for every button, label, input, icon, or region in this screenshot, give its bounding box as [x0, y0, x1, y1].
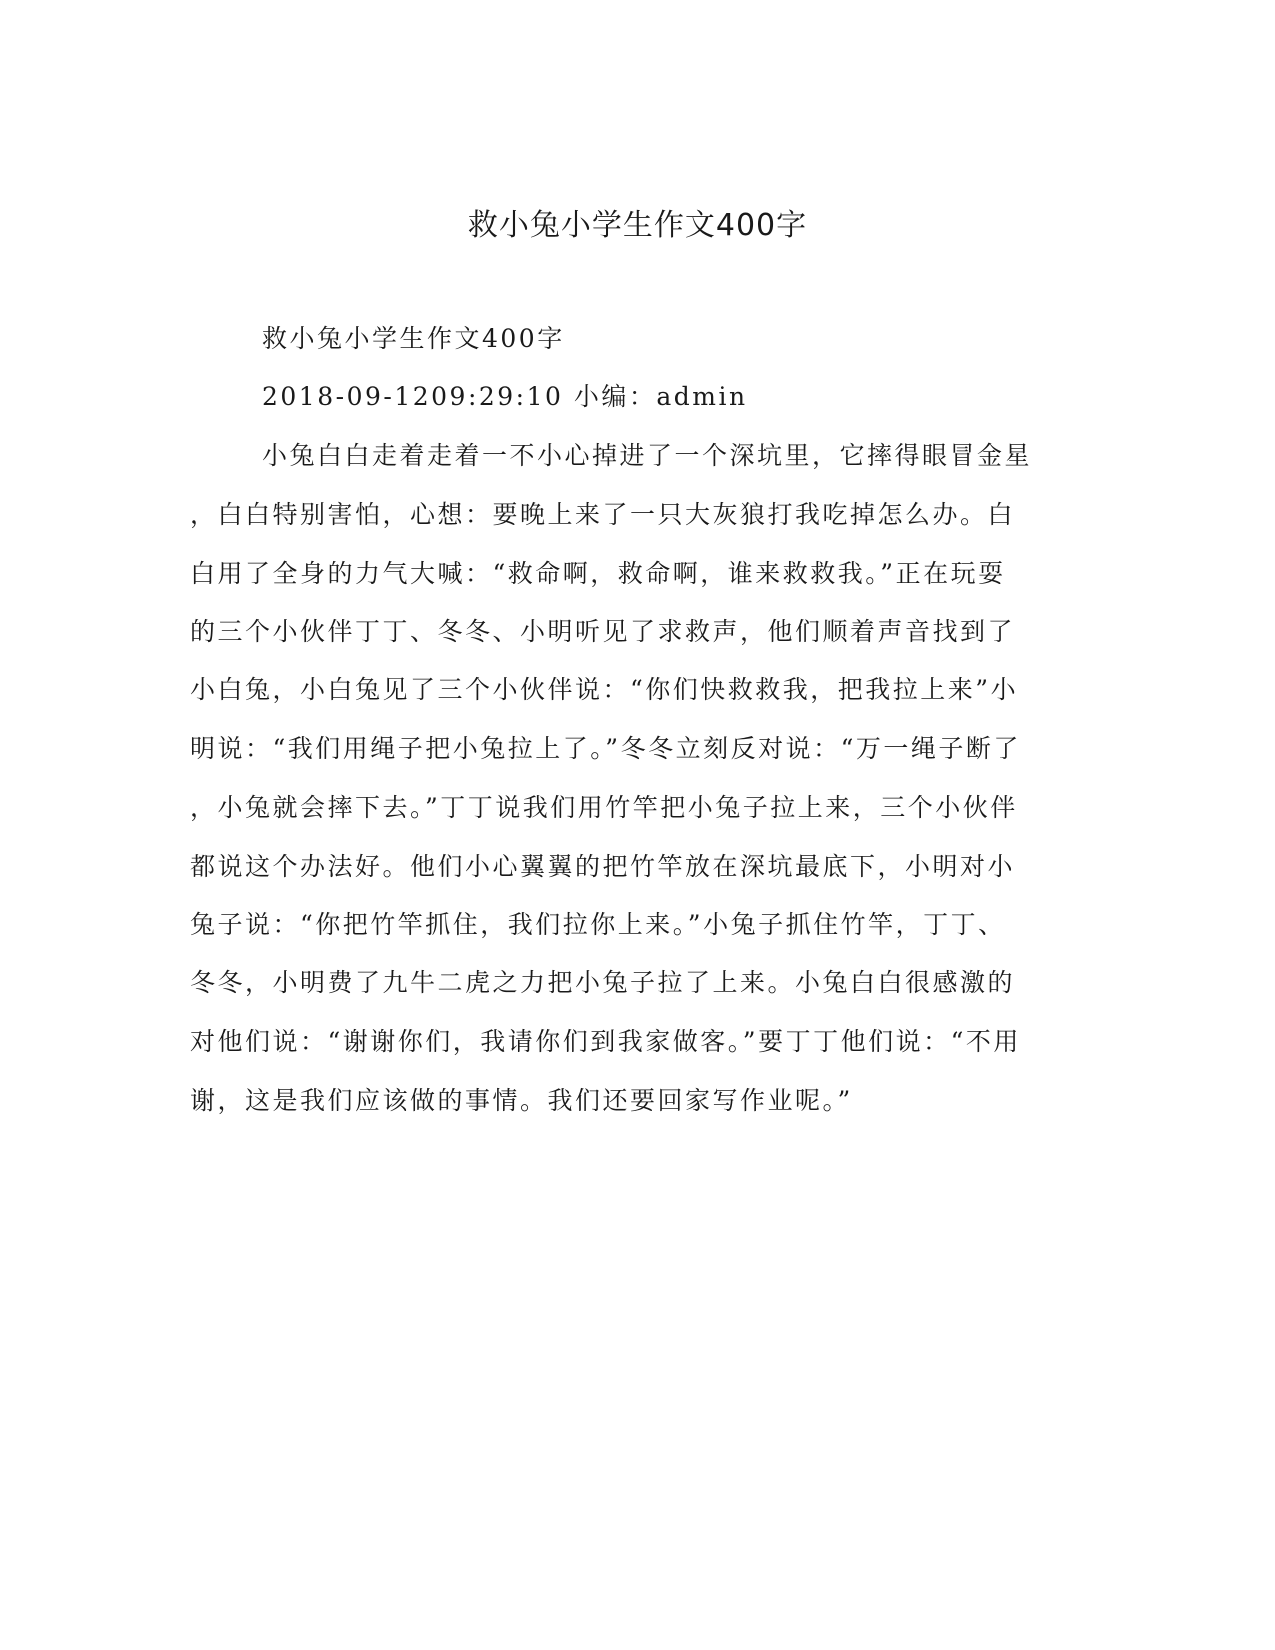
body-line: 兔子说：“你把竹竿抓住，我们拉你上来。”小兔子抓住竹竿，丁丁、 [190, 910, 1006, 939]
body-line: 对他们说：“谢谢你们，我请你们到我家做客。”要丁丁他们说：“不用 [190, 1027, 1021, 1056]
body-line: ，白白特别害怕，心想：要晚上来了一只大灰狼打我吃掉怎么办。白 [190, 500, 1016, 529]
body-line: 都说这个办法好。他们小心翼翼的把竹竿放在深坑最底下，小明对小 [190, 852, 1016, 881]
body-line: 谢，这是我们应该做的事情。我们还要回家写作业呢。” [190, 1086, 853, 1115]
body-line: ，小兔就会摔下去。”丁丁说我们用竹竿把小兔子拉上来，三个小伙伴 [190, 793, 1018, 822]
body-line: 小白兔，小白兔见了三个小伙伴说：“你们快救救我，把我拉上来”小 [190, 675, 1019, 704]
body-line: 白用了全身的力气大喊：“救命啊，救命啊，谁来救救我。”正在玩耍 [190, 559, 1006, 588]
body-line: 明说：“我们用绳子把小兔拉上了。”冬冬立刻反对说：“万一绳子断了 [190, 734, 1021, 763]
article-meta: 2018-09-1209:29:10 小编：admin [262, 382, 748, 411]
body-line: 的三个小伙伴丁丁、冬冬、小明听见了求救声，他们顺着声音找到了 [190, 617, 1016, 646]
body-line: 小兔白白走着走着一不小心掉进了一个深坑里，它摔得眼冒金星 [262, 441, 1033, 470]
body-line: 冬冬，小明费了九牛二虎之力把小兔子拉了上来。小兔白白很感激的 [190, 968, 1016, 997]
document-title: 救小兔小学生作文400字 [467, 208, 808, 243]
article-subtitle: 救小兔小学生作文400字 [262, 324, 565, 353]
